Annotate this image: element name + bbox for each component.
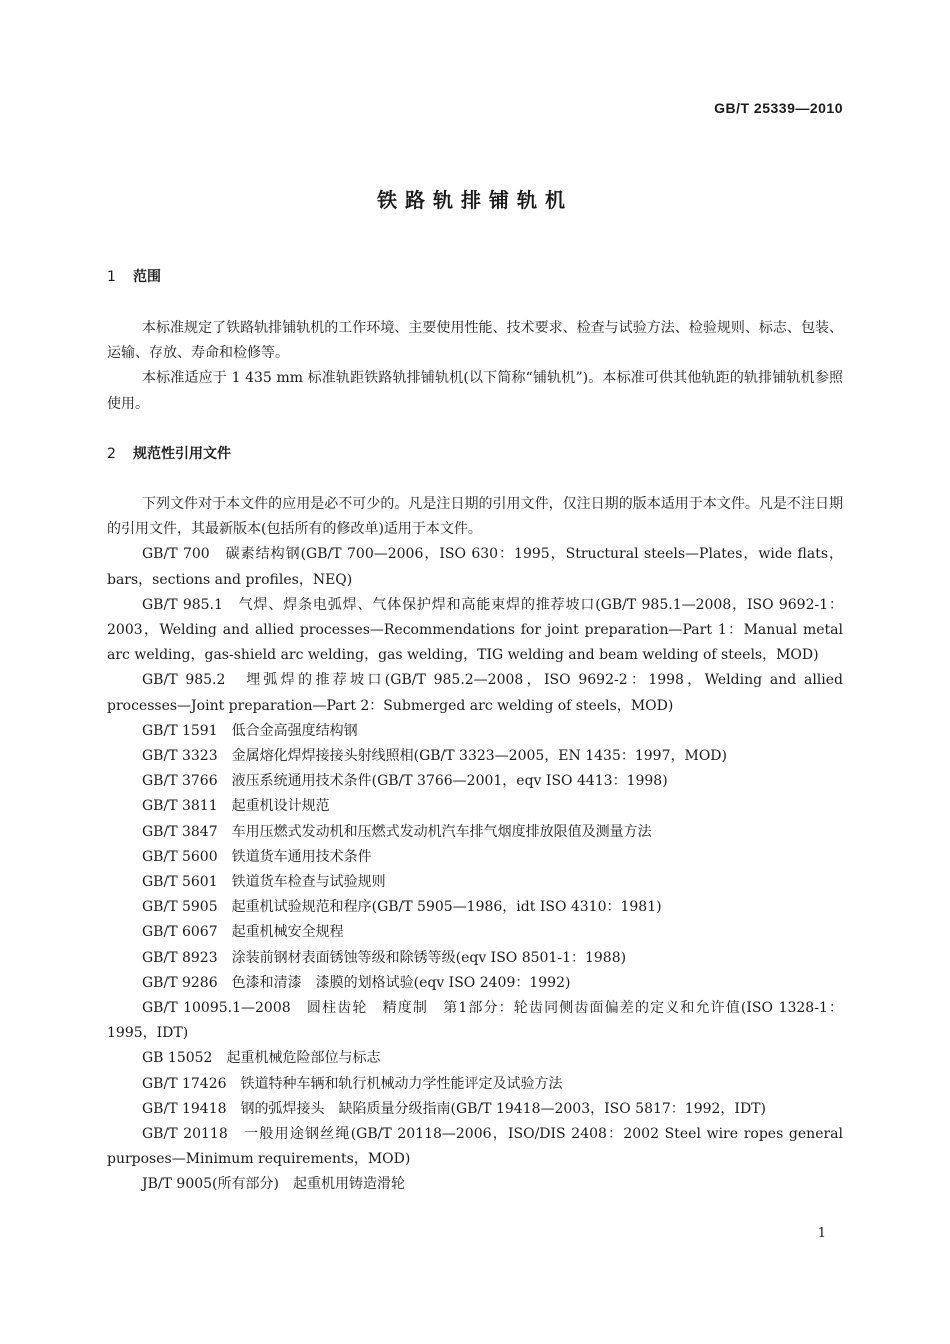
reference-item: GB/T 5601 铁道货车检查与试验规则 <box>142 874 386 891</box>
reference-item: GB/T 3323 金属熔化焊焊接接头射线照相(GB/T 3323—2005，EN 1435：1997，MOD) <box>142 748 727 765</box>
reference-item: GB/T 3811 起重机设计规范 <box>142 798 330 815</box>
section-1-body <box>107 316 843 417</box>
section-2-heading <box>107 443 231 463</box>
reference-item: GB/T 10095.1—2008 圆柱齿轮 精度制 第1部分：轮齿同侧齿面偏差的定义和允许值(ISO 1328-1：1995，IDT) <box>107 1000 843 1042</box>
reference-item: GB/T 3847 车用压燃式发动机和压燃式发动机汽车排气烟度排放限值及测量方法 <box>142 823 652 840</box>
reference-item: GB/T 20118 一般用途钢丝绳(GB/T 20118—2006，ISO/DIS 2408：2002 Steel wire ropes general purposes—Minimum requirements，MOD) <box>107 1126 843 1168</box>
reference-item: JB/T 9005(所有部分) 起重机用铸造滑轮 <box>142 1176 405 1193</box>
reference-item: GB/T 985.2 埋弧焊的推荐坡口(GB/T 985.2—2008，ISO 9692-2：1998，Welding and allied processes—Joint preparation—Part 2：Submerged arc welding of steels，MOD) <box>107 672 843 714</box>
section-1-paragraph: 本标准适应于 1 435 mm 标准轨距铁路轨排铺轨机(以下简称“铺轨机”)。本标准可供其他轨距的轨排铺轨机参照使用。 <box>107 370 843 412</box>
section-1-title: 范围 <box>133 269 161 285</box>
section-2-intro: 下列文件对于本文件的应用是必不可少的。凡是注日期的引用文件，仅注日期的版本适用于本文件。凡是不注日期的引用文件，其最新版本(包括所有的修改单)适用于本文件。 <box>107 496 843 538</box>
reference-item: GB/T 3766 液压系统通用技术条件(GB/T 3766—2001，eqv ISO 4413：1998) <box>142 773 668 790</box>
reference-item: GB/T 17426 铁道特种车辆和轨行机械动力学性能评定及试验方法 <box>142 1075 563 1092</box>
section-2-body <box>107 492 843 1198</box>
reference-item: GB/T 19418 钢的弧焊接头 缺陷质量分级指南(GB/T 19418—2003，ISO 5817：1992，IDT) <box>142 1100 766 1117</box>
reference-item: GB/T 1591 低合金高强度结构钢 <box>142 722 358 739</box>
section-1-paragraph: 本标准规定了铁路轨排铺轨机的工作环境、主要使用性能、技术要求、检查与试验方法、检验规则、标志、包装、运输、存放、寿命和检修等。 <box>107 320 843 362</box>
reference-item: GB/T 5600 铁道货车通用技术条件 <box>142 848 372 865</box>
reference-item: GB/T 9286 色漆和清漆 漆膜的划格试验(eqv ISO 2409：1992) <box>142 974 571 991</box>
reference-item: GB/T 6067 起重机械安全规程 <box>142 924 344 941</box>
reference-item: GB/T 8923 涂装前钢材表面锈蚀等级和除锈等级(eqv ISO 8501-1：1988) <box>142 949 627 966</box>
section-1-heading <box>107 266 161 286</box>
standard-number: GB/T 25339—2010 <box>714 100 843 116</box>
section-1-number: 1 <box>107 269 116 285</box>
reference-item: GB/T 5905 起重机试验规范和程序(GB/T 5905—1986，idt ISO 4310：1981) <box>142 899 662 916</box>
reference-item: GB/T 700 碳素结构钢(GB/T 700—2006，ISO 630：1995，Structural steels—Plates，wide flats，bars，sections and profiles，NEQ) <box>107 546 843 588</box>
reference-item: GB 15052 起重机械危险部位与标志 <box>142 1050 381 1067</box>
reference-item: GB/T 985.1 气焊、焊条电弧焊、气体保护焊和高能束焊的推荐坡口(GB/T 985.1—2008，ISO 9692-1：2003，Welding and allied processes—Recommendations for joint preparation—Part 1：Manual metal arc welding，gas-shield arc welding，gas welding，TIG welding and beam welding of steels，MOD) <box>107 596 843 664</box>
page-number: 1 <box>817 1226 826 1241</box>
section-2-number: 2 <box>107 446 116 462</box>
document-title: 铁路轨排铺轨机 <box>377 188 573 212</box>
section-2-title: 规范性引用文件 <box>133 446 231 462</box>
